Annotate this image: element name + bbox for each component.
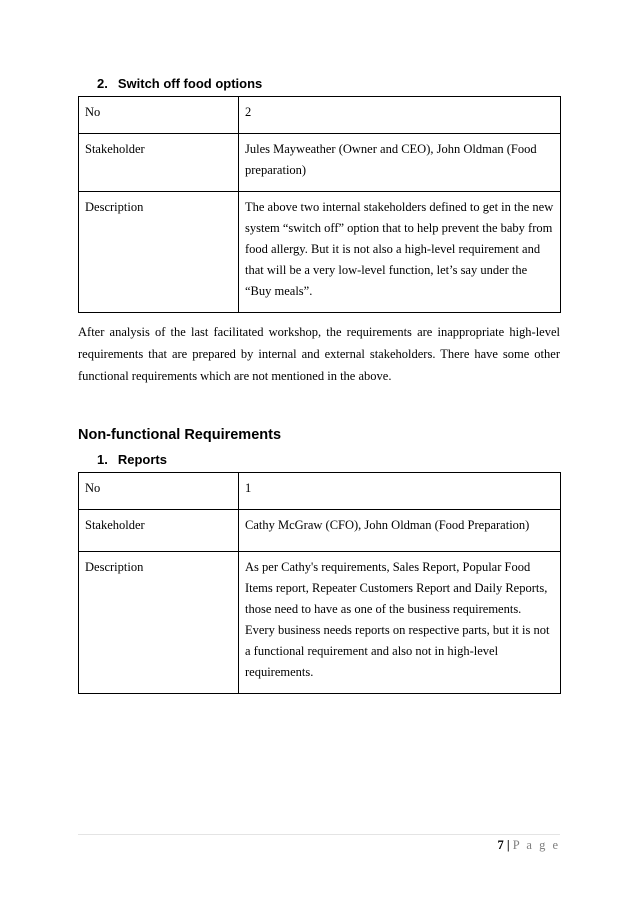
row-label: No <box>79 97 239 134</box>
heading-number: 1. <box>97 452 108 467</box>
page-word: P a g e <box>512 838 560 852</box>
row-value: As per Cathy's requirements, Sales Report, Popular Food Items report, Repeater Customers Report and Daily Reports, those need to have as one of the business requirements. Every business needs reports on respective parts, but it is not a functional requirement and also not in high-level requirements. <box>239 552 561 694</box>
row-value: Cathy McGraw (CFO), John Oldman (Food Preparation) <box>239 510 561 552</box>
page-separator: | <box>506 838 510 852</box>
row-label: Stakeholder <box>79 134 239 192</box>
section-heading-reports <box>97 452 167 467</box>
table-row <box>79 97 561 134</box>
row-label: Stakeholder <box>79 510 239 552</box>
non-functional-title: Non-functional Requirements <box>78 427 282 443</box>
row-value: 2 <box>239 97 561 134</box>
row-value: The above two internal stakeholders defined to get in the new system “switch off” option that to help prevent the baby from food allergy. But it is not also a high-level requirement and that will be a very low-level function, let’s say under the “Buy meals”. <box>239 192 561 313</box>
analysis-paragraph: After analysis of the last facilitated workshop, the requirements are inappropriate high-level requirements that are prepared by internal and external stakeholders. There have some other functional requirements which are not mentioned in the above. <box>78 325 560 383</box>
switch-off-table <box>78 96 561 313</box>
row-value: 1 <box>239 473 561 510</box>
table-row <box>79 473 561 510</box>
row-label: Description <box>79 192 239 313</box>
page-footer <box>498 838 560 853</box>
row-label: Description <box>79 552 239 694</box>
row-value: Jules Mayweather (Owner and CEO), John Oldman (Food preparation) <box>239 134 561 192</box>
reports-table <box>78 472 561 694</box>
table-row <box>79 552 561 694</box>
heading-title: Reports <box>117 452 167 467</box>
table-row <box>79 134 561 192</box>
row-label: No <box>79 473 239 510</box>
page-number: 7 <box>497 838 504 852</box>
table-row <box>79 192 561 313</box>
footer-divider <box>78 834 560 835</box>
section-heading-switch-off <box>97 76 262 91</box>
heading-title: Switch off food options <box>117 76 263 91</box>
heading-number: 2. <box>97 76 108 91</box>
table-row <box>79 510 561 552</box>
